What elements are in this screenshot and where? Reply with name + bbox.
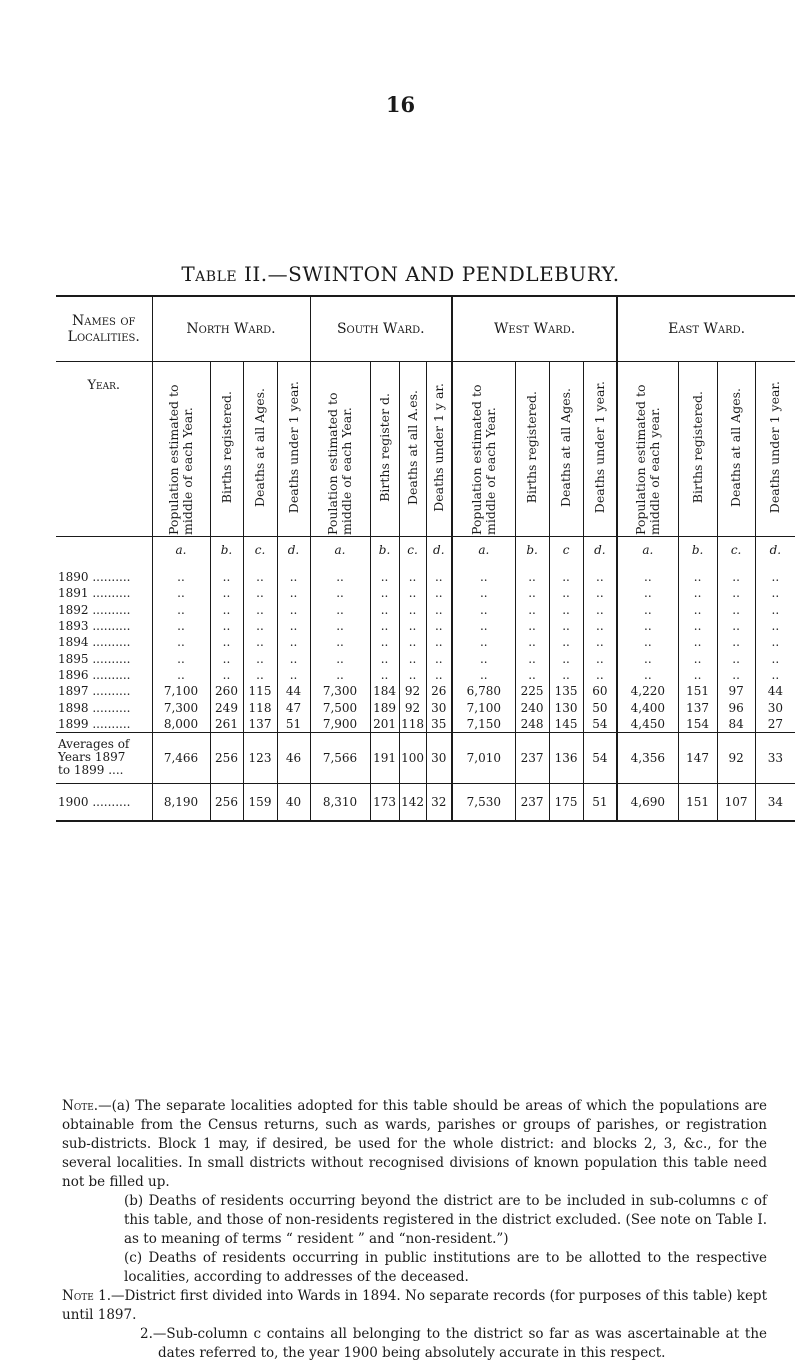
averages-row [56, 732, 795, 783]
table-cell: .. [426, 650, 452, 666]
table-cell: .. [243, 618, 277, 634]
table-cell: .. [310, 563, 370, 585]
sub-letter: b. [515, 537, 549, 564]
column-label: Deaths at all Ages. [728, 387, 744, 508]
column-label: Births register d. [376, 393, 392, 502]
table-cell: .. [515, 585, 549, 601]
table-cell: 173 [370, 783, 399, 821]
south-ward-header: South Ward. [310, 296, 452, 362]
averages-label-line: Years 1897 [58, 750, 126, 765]
note-c: (c) Deaths of residents occurring in public institutions are to be allotted to the respective localities, according to addresses of the deceased. [124, 1250, 767, 1285]
column-label: Population estimated to middle of each year. [632, 383, 662, 535]
table-cell: .. [771, 602, 780, 617]
sub-letter-row [56, 537, 795, 564]
table-cell: .. [370, 618, 399, 634]
table-cell: .. [152, 650, 210, 666]
table-cell: .. [452, 634, 515, 650]
table-cell: 261 [210, 716, 243, 733]
averages-cell: 4,356 [617, 732, 678, 783]
row-year: 1892 .......... [56, 602, 152, 618]
table-cell: .. [152, 618, 210, 634]
sub-letter: d. [583, 537, 617, 564]
table-cell: 27 [767, 716, 783, 731]
table-cell: 154 [678, 716, 717, 733]
table-cell: .. [678, 602, 717, 618]
table-cell: 92 [399, 683, 426, 699]
sub-letter: d. [769, 543, 782, 557]
table-cell: .. [549, 667, 583, 683]
table-cell: .. [549, 602, 583, 618]
note-a: Note.—(a) The separate localities adopted for this table should be areas of which the populations are obtainable from the Census returns, such as wards, parishes or groups of parishes, or registration sub-districts. Block 1 may, if desired, be used for the whole district: and blocks 2, 3, &c., for the several localities. In small districts without recognised divisions of known population this table need not be filled up. [62, 1098, 767, 1190]
table-cell: .. [583, 634, 617, 650]
averages-label [56, 732, 152, 783]
table-cell: 240 [515, 699, 549, 715]
column-label: Population estimated to middle of each Year. [468, 383, 498, 535]
averages-cell: 33 [755, 732, 795, 783]
table-cell: .. [583, 618, 617, 634]
table-cell: .. [583, 667, 617, 683]
notes-section [62, 1097, 767, 1363]
note-b: (b) Deaths of residents occurring beyond the district are to be included in sub-columns c of this table, and those of non-residents registered in the district excluded. (See note on Table I. as to meaning of terms “ resident ” and “non-resident.”) [124, 1193, 767, 1247]
table-cell: .. [426, 585, 452, 601]
table-cell: .. [617, 563, 678, 585]
east-ward-header: East Ward. [617, 296, 795, 362]
table-cell: 8,310 [310, 783, 370, 821]
table-cell: .. [452, 667, 515, 683]
table-cell: 7,900 [310, 716, 370, 733]
table-cell: 137 [678, 699, 717, 715]
table-cell: .. [399, 618, 426, 634]
table-cell: .. [452, 602, 515, 618]
table-cell: .. [771, 619, 780, 634]
averages-cell: 123 [243, 732, 277, 783]
table-cell: .. [515, 563, 549, 585]
table-cell: .. [678, 618, 717, 634]
table-cell: 145 [549, 716, 583, 733]
table-cell: .. [426, 618, 452, 634]
table-cell: .. [370, 667, 399, 683]
column-label: Births registered. [689, 391, 705, 504]
table-cell: 201 [370, 716, 399, 733]
averages-cell: 136 [549, 732, 583, 783]
table-cell: .. [717, 618, 755, 634]
table-cell: 7,100 [452, 699, 515, 715]
table-row [56, 716, 795, 733]
table-cell: .. [243, 602, 277, 618]
table-cell: .. [678, 634, 717, 650]
year-header: Year. [56, 362, 152, 537]
table-cell: .. [243, 563, 277, 585]
table-cell: 40 [277, 783, 310, 821]
sub-letter: b. [210, 537, 243, 564]
table-cell: .. [426, 602, 452, 618]
table-cell: .. [310, 618, 370, 634]
table-cell: 225 [515, 683, 549, 699]
table-cell: .. [210, 618, 243, 634]
table-cell: 54 [583, 716, 617, 733]
table-cell: .. [717, 667, 755, 683]
row-year: 1890 .......... [56, 563, 152, 585]
table-row [56, 602, 795, 618]
table-cell: .. [617, 618, 678, 634]
table-cell: .. [277, 650, 310, 666]
table-cell: .. [771, 635, 780, 650]
table-cell: 35 [426, 716, 452, 733]
averages-cell: 92 [717, 732, 755, 783]
table-cell: 107 [717, 783, 755, 821]
table-cell: .. [152, 667, 210, 683]
note-2: 2.—Sub-column c contains all belonging to the district so far as was ascertainable at the dates referred to, the year 1900 being absolutely accurate in this respect. [140, 1326, 767, 1361]
column-label: Deaths at all Ages. [252, 387, 267, 508]
table-cell: .. [549, 563, 583, 585]
table-cell: 4,400 [617, 699, 678, 715]
row-year: 1891 .......... [56, 585, 152, 601]
averages-cell: 30 [426, 732, 452, 783]
table-cell: 30 [426, 699, 452, 715]
table-cell: .. [549, 585, 583, 601]
table-cell: .. [310, 602, 370, 618]
table-row [56, 563, 795, 585]
table-cell: 4,220 [617, 683, 678, 699]
averages-cell: 46 [277, 732, 310, 783]
table-cell: 151 [678, 683, 717, 699]
table-cell: 47 [277, 699, 310, 715]
table-row [56, 618, 795, 634]
table-cell: .. [210, 602, 243, 618]
table-cell: .. [452, 650, 515, 666]
table-cell: 34 [755, 783, 795, 821]
table-cell: .. [277, 634, 310, 650]
table-cell: .. [152, 602, 210, 618]
table-cell: .. [617, 634, 678, 650]
table-row [56, 634, 795, 650]
table-cell: .. [678, 667, 717, 683]
table-cell: .. [152, 563, 210, 585]
table-cell: .. [549, 618, 583, 634]
table-cell: .. [370, 585, 399, 601]
table-cell: 30 [767, 700, 783, 715]
table-cell: .. [370, 602, 399, 618]
table-cell: .. [370, 563, 399, 585]
table-cell: .. [515, 667, 549, 683]
column-label: Deaths under 1 year. [767, 381, 783, 514]
table-cell: .. [310, 634, 370, 650]
table-cell: 51 [277, 716, 310, 733]
table-cell: .. [243, 667, 277, 683]
table-cell: 96 [717, 699, 755, 715]
table-cell: .. [426, 563, 452, 585]
averages-label-line: to 1899 .... [58, 763, 124, 778]
table-cell: .. [617, 667, 678, 683]
table-cell: .. [717, 634, 755, 650]
table-cell: 7,300 [310, 683, 370, 699]
table-row [56, 683, 795, 699]
table-cell: 142 [399, 783, 426, 821]
table-cell: 7,100 [152, 683, 210, 699]
table-cell: .. [399, 650, 426, 666]
table-cell: .. [243, 650, 277, 666]
table-cell: 137 [243, 716, 277, 733]
table-cell: .. [515, 650, 549, 666]
names-of-localities-header: Names of Localities. [56, 296, 152, 362]
table-cell: .. [717, 602, 755, 618]
table-cell: 97 [717, 683, 755, 699]
column-label: Poulation estimated to middle of each Year. [325, 391, 355, 535]
table-row [56, 667, 795, 683]
averages-cell: 256 [210, 732, 243, 783]
table-cell: .. [426, 667, 452, 683]
table-cell: .. [452, 618, 515, 634]
row-year: 1896 .......... [56, 667, 152, 683]
table-cell: .. [152, 585, 210, 601]
table-cell: 130 [549, 699, 583, 715]
sub-letter: d. [277, 537, 310, 564]
averages-cell: 7,566 [310, 732, 370, 783]
table-cell: 84 [717, 716, 755, 733]
table-cell: .. [515, 618, 549, 634]
column-label: Deaths under 1 year. [591, 381, 607, 514]
table-cell: 6,780 [452, 683, 515, 699]
sub-letter: c. [243, 537, 277, 564]
table-cell: 237 [515, 783, 549, 821]
sub-letter: a. [617, 537, 678, 564]
table-cell: 32 [426, 783, 452, 821]
table-cell: 26 [426, 683, 452, 699]
table-cell: .. [678, 650, 717, 666]
column-label: Births registered. [524, 391, 540, 504]
table-cell: .. [210, 563, 243, 585]
table-cell: .. [277, 563, 310, 585]
table-row [56, 585, 795, 601]
table-cell: .. [717, 585, 755, 601]
sub-letter: a. [310, 537, 370, 564]
table-cell: .. [583, 563, 617, 585]
table-cell: .. [277, 667, 310, 683]
table-cell: .. [426, 634, 452, 650]
table-row [56, 699, 795, 715]
table-cell: .. [583, 585, 617, 601]
table-cell: .. [583, 650, 617, 666]
averages-cell: 237 [515, 732, 549, 783]
sub-letter: c. [717, 537, 755, 564]
table-cell: 118 [243, 699, 277, 715]
table-cell: .. [452, 585, 515, 601]
table-cell: .. [399, 563, 426, 585]
table-cell: .. [277, 602, 310, 618]
table-cell: 135 [549, 683, 583, 699]
row-year: 1900 .......... [56, 783, 152, 821]
table-cell: 249 [210, 699, 243, 715]
row-year: 1897 .......... [56, 683, 152, 699]
averages-cell: 191 [370, 732, 399, 783]
table-cell: .. [310, 650, 370, 666]
table-cell: 44 [277, 683, 310, 699]
table-cell: .. [617, 650, 678, 666]
table-cell: 118 [399, 716, 426, 733]
row-year: 1893 .......... [56, 618, 152, 634]
table-cell: .. [310, 585, 370, 601]
table-cell: 4,450 [617, 716, 678, 733]
table-cell: .. [399, 602, 426, 618]
table-cell: 7,500 [310, 699, 370, 715]
table-cell: .. [678, 585, 717, 601]
table-cell: 115 [243, 683, 277, 699]
table-cell: .. [549, 634, 583, 650]
column-label: Births registered. [218, 391, 234, 504]
sub-letter: a. [452, 537, 515, 564]
row-year: 1895 .......... [56, 650, 152, 666]
averages-label-line: Averages of [58, 737, 130, 752]
statistics-table [56, 295, 783, 822]
column-label: Deaths under 1 year. [285, 381, 301, 514]
table-cell: .. [277, 585, 310, 601]
table-cell: 4,690 [617, 783, 678, 821]
sub-letter: a. [152, 537, 210, 564]
table-cell: .. [617, 585, 678, 601]
averages-cell: 54 [583, 732, 617, 783]
table-cell: .. [152, 634, 210, 650]
table-row [56, 650, 795, 666]
table-cell: 7,530 [452, 783, 515, 821]
table-cell: 184 [370, 683, 399, 699]
table-cell: .. [210, 634, 243, 650]
table-cell: 92 [399, 699, 426, 715]
sub-letter: c [549, 537, 583, 564]
table-cell: 7,300 [152, 699, 210, 715]
table-cell: .. [549, 650, 583, 666]
sub-letter: b. [370, 537, 399, 564]
table-cell: .. [771, 667, 780, 682]
averages-cell: 7,010 [452, 732, 515, 783]
averages-cell: 100 [399, 732, 426, 783]
table-cell: .. [399, 585, 426, 601]
row-year: 1898 .......... [56, 699, 152, 715]
table-cell: 189 [370, 699, 399, 715]
sub-letter: d. [426, 537, 452, 564]
table-cell: .. [399, 667, 426, 683]
table-cell: .. [210, 650, 243, 666]
table-cell: 260 [210, 683, 243, 699]
table-cell: .. [583, 602, 617, 618]
table-cell: .. [771, 651, 780, 666]
north-ward-header: North Ward. [152, 296, 310, 362]
table-cell: .. [399, 634, 426, 650]
table-cell: .. [370, 634, 399, 650]
table-cell: 44 [767, 684, 783, 699]
table-cell: 7,150 [452, 716, 515, 733]
row-year: 1894 .......... [56, 634, 152, 650]
column-label: Deaths under 1 y ar. [430, 383, 446, 512]
year-1900-row [56, 783, 795, 821]
table-cell: .. [243, 585, 277, 601]
table-cell: 159 [243, 783, 277, 821]
column-label: Deaths at all Ages. [558, 387, 574, 508]
table-cell: 256 [210, 783, 243, 821]
averages-cell: 147 [678, 732, 717, 783]
averages-cell: 7,466 [152, 732, 210, 783]
table-cell: 8,000 [152, 716, 210, 733]
note-1: Note 1.—District first divided into Wards in 1894. No separate records (for purposes of this table) kept until 1897. [62, 1288, 767, 1323]
table-cell: 60 [583, 683, 617, 699]
table-title: Table II.—SWINTON AND PENDLEBURY. [181, 262, 620, 286]
west-ward-header: West Ward. [452, 296, 617, 362]
table-cell: 50 [583, 699, 617, 715]
table-cell: .. [515, 634, 549, 650]
table-cell: .. [617, 602, 678, 618]
table-cell: .. [515, 602, 549, 618]
table-cell: 175 [549, 783, 583, 821]
row-year: 1899 .......... [56, 716, 152, 733]
sub-letter: b. [678, 537, 717, 564]
table-cell: .. [717, 650, 755, 666]
table-cell: .. [678, 563, 717, 585]
table-cell: .. [717, 563, 755, 585]
table-cell: .. [452, 563, 515, 585]
table-cell: 8,190 [152, 783, 210, 821]
table-cell: .. [210, 585, 243, 601]
table-cell: .. [370, 650, 399, 666]
sub-letter: c. [399, 537, 426, 564]
column-label: Deaths at all A.es. [404, 390, 420, 505]
page-number: 16 [385, 92, 416, 117]
table-cell: 248 [515, 716, 549, 733]
table-cell: .. [243, 634, 277, 650]
table-cell: 51 [583, 783, 617, 821]
table-cell: .. [277, 618, 310, 634]
table-cell: .. [310, 667, 370, 683]
table-cell: 151 [678, 783, 717, 821]
table-cell: .. [771, 570, 780, 585]
table-cell: .. [771, 586, 780, 601]
table-cell: .. [210, 667, 243, 683]
column-label: Population estimated to middle of each Year. [166, 383, 195, 535]
